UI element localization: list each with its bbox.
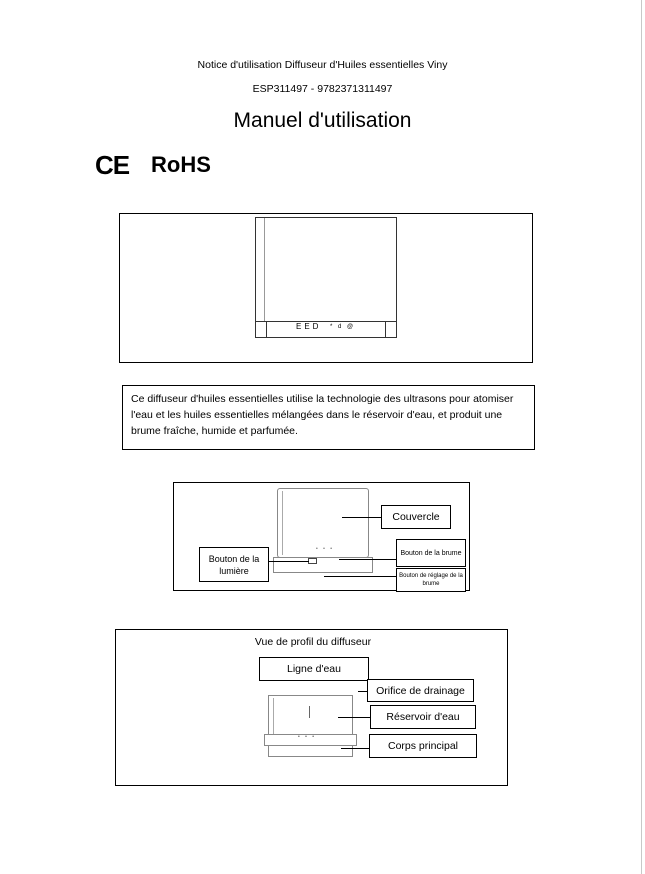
rohs-mark: RoHS [151, 152, 211, 177]
label-orifice: Orifice de drainage [367, 679, 474, 702]
label-couvercle: Couvercle [381, 505, 451, 529]
label-bouton-reglage: Bouton de réglage de la brume [396, 568, 466, 592]
label-corps: Corps principal [369, 734, 477, 758]
control-panel-icons: * d @ [330, 324, 356, 330]
diffuser-illustration [255, 217, 397, 338]
control-panel-label: EED [296, 322, 322, 331]
side-view-title: Vue de profil du diffuseur [254, 636, 372, 648]
page-title: Manuel d'utilisation [233, 109, 412, 132]
diffuser-front-illustration: • • • [277, 488, 369, 558]
notice-title: Notice d'utilisation Diffuseur d'Huiles essentielles Viny [197, 59, 448, 71]
product-image-frame [119, 213, 533, 363]
product-codes: ESP311497 - 9782371311497 [252, 83, 393, 95]
label-ligne-eau: Ligne d'eau [259, 657, 369, 681]
label-bouton-lumiere: Bouton de la lumière [199, 547, 269, 582]
side-view-frame: Vue de profil du diffuseur Ligne d'eau • • • Orifice de drainage Réservoir d'eau Corps principal [115, 629, 508, 786]
description-box [122, 385, 535, 450]
description-text: Ce diffuseur d'huiles essentielles utilise la technologie des ultrasons pour atomiser l'eau et les huiles essentielles mélangées dans le réservoir d'eau, et produit une brume fraîche, humide et parfumée. [131, 393, 514, 437]
diffuser-side-illustration [268, 695, 353, 735]
label-reservoir: Réservoir d'eau [370, 705, 476, 729]
label-bouton-brume: Bouton de la brume [396, 539, 466, 567]
front-view-frame [173, 482, 470, 591]
ce-mark: CE [95, 150, 130, 180]
